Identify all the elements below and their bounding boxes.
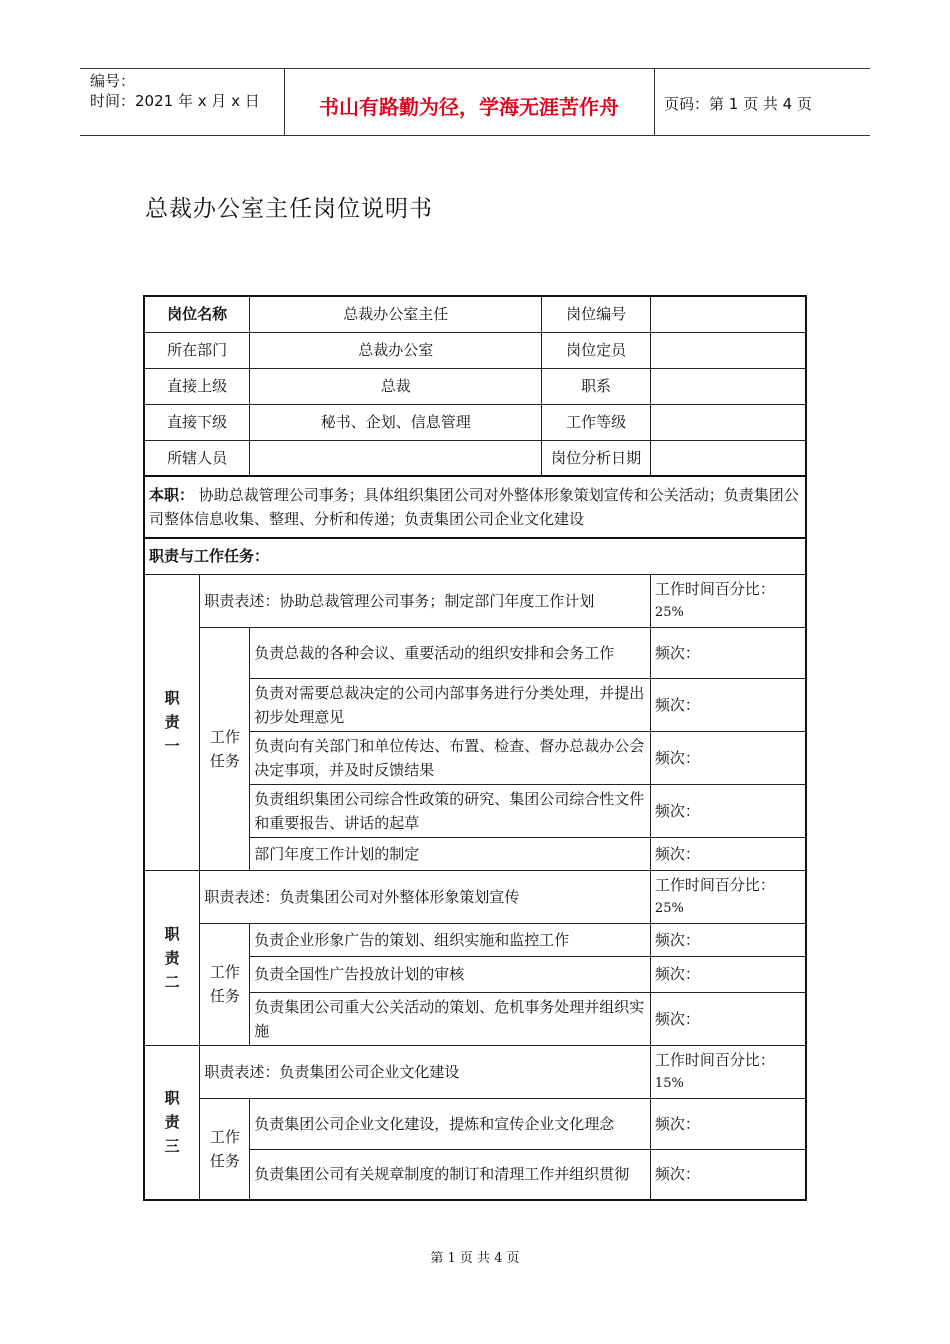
supervisor-value: 总裁 — [250, 368, 542, 404]
info-row — [144, 440, 806, 476]
duty-time-percent: 工作时间百分比： 25% — [650, 574, 806, 627]
duties-heading: 职责与工作任务： — [144, 538, 806, 574]
duty-title: 职 责 三 — [144, 1045, 200, 1200]
task-text: 负责总裁的各种会议、重要活动的组织安排和会务工作 — [250, 627, 651, 678]
task-text: 负责企业形象广告的策划、组织实施和监控工作 — [250, 923, 651, 956]
duty-summary — [144, 476, 806, 538]
position-name-label: 岗位名称 — [144, 296, 250, 332]
duty-time-percent: 工作时间百分比： 25% — [650, 870, 806, 923]
task-frequency: 频次： — [650, 784, 806, 837]
series-value — [650, 368, 806, 404]
header-motto: 书山有路勤为径，学海无涯苦作舟 — [319, 95, 619, 119]
duty-title: 职 责 二 — [144, 870, 200, 1045]
duty-statement: 职责表述：负责集团公司对外整体形象策划宣传 — [200, 870, 651, 923]
analysis-date-label: 岗位分析日期 — [542, 440, 651, 476]
task-row — [144, 923, 806, 956]
duties-heading-row — [144, 538, 806, 574]
task-frequency: 频次： — [650, 678, 806, 731]
task-text: 负责组织集团公司综合性政策的研究、集团公司综合性文件和重要报告、讲话的起草 — [250, 784, 651, 837]
document-title: 总裁办公室主任岗位说明书 — [145, 196, 433, 222]
duty-summary-text: 协助总裁管理公司事务；具体组织集团公司对外整体形象策划宣传和公关活动；负责集团公司整体信息收集、整理、分析和传递；负责集团公司企业文化建设 — [149, 486, 799, 528]
supervisor-label: 直接上级 — [144, 368, 250, 404]
quota-label: 岗位定员 — [542, 332, 651, 368]
subordinates-value: 秘书、企划、信息管理 — [250, 404, 542, 440]
page-footer: 第 1 页 共 4 页 — [430, 1251, 520, 1266]
position-code-value — [650, 296, 806, 332]
task-text: 负责向有关部门和单位传达、布置、检查、督办总裁办公会决定事项，并及时反馈结果 — [250, 731, 651, 784]
task-row — [144, 1098, 806, 1149]
task-frequency: 频次： — [650, 627, 806, 678]
task-frequency: 频次： — [650, 837, 806, 870]
header-page-number: 页码：第 1 页 共 4 页 — [664, 95, 812, 113]
code-label: 编号： — [90, 72, 136, 90]
task-text: 负责集团公司有关规章制度的制订和清理工作并组织贯彻 — [250, 1149, 651, 1200]
duty-statement-row — [144, 1045, 806, 1098]
duty-summary-row — [144, 476, 806, 538]
task-text: 负责集团公司重大公关活动的策划、危机事务处理并组织实施 — [250, 992, 651, 1045]
task-frequency: 频次： — [650, 956, 806, 992]
job-description-table — [143, 295, 807, 1201]
tasks-label: 工作 任务 — [200, 923, 250, 1045]
task-text: 部门年度工作计划的制定 — [250, 837, 651, 870]
tasks-label: 工作 任务 — [200, 1098, 250, 1200]
task-frequency: 频次： — [650, 992, 806, 1045]
info-row — [144, 332, 806, 368]
staff-label: 所辖人员 — [144, 440, 250, 476]
info-row — [144, 368, 806, 404]
task-text: 负责集团公司企业文化建设，提炼和宣传企业文化理念 — [250, 1098, 651, 1149]
series-label: 职系 — [542, 368, 651, 404]
duty-time-percent: 工作时间百分比： 15% — [650, 1045, 806, 1098]
analysis-date-value — [650, 440, 806, 476]
task-text: 负责对需要总裁决定的公司内部事务进行分类处理，并提出初步处理意见 — [250, 678, 651, 731]
header-meta — [90, 71, 260, 111]
duty-statement-row — [144, 870, 806, 923]
grade-value — [650, 404, 806, 440]
department-label: 所在部门 — [144, 332, 250, 368]
task-frequency: 频次： — [650, 1098, 806, 1149]
info-row — [144, 296, 806, 332]
task-text: 负责全国性广告投放计划的审核 — [250, 956, 651, 992]
staff-value — [250, 440, 542, 476]
task-frequency: 频次： — [650, 731, 806, 784]
duty-statement-row — [144, 574, 806, 627]
subordinates-label: 直接下级 — [144, 404, 250, 440]
duty-title: 职 责 一 — [144, 574, 200, 870]
info-row — [144, 404, 806, 440]
grade-label: 工作等级 — [542, 404, 651, 440]
header-divider — [654, 69, 655, 135]
task-row — [144, 627, 806, 678]
tasks-label: 工作 任务 — [200, 627, 250, 870]
task-frequency: 频次： — [650, 1149, 806, 1200]
position-name-value: 总裁办公室主任 — [250, 296, 542, 332]
duty-summary-label: 本职： — [149, 486, 195, 504]
duty-statement: 职责表述：协助总裁管理公司事务；制定部门年度工作计划 — [200, 574, 651, 627]
duty-statement: 职责表述：负责集团公司企业文化建设 — [200, 1045, 651, 1098]
page-header — [80, 68, 870, 136]
time-label: 时间：2021 年 x 月 x 日 — [90, 92, 260, 110]
quota-value — [650, 332, 806, 368]
task-frequency: 频次： — [650, 923, 806, 956]
position-code-label: 岗位编号 — [542, 296, 651, 332]
department-value: 总裁办公室 — [250, 332, 542, 368]
